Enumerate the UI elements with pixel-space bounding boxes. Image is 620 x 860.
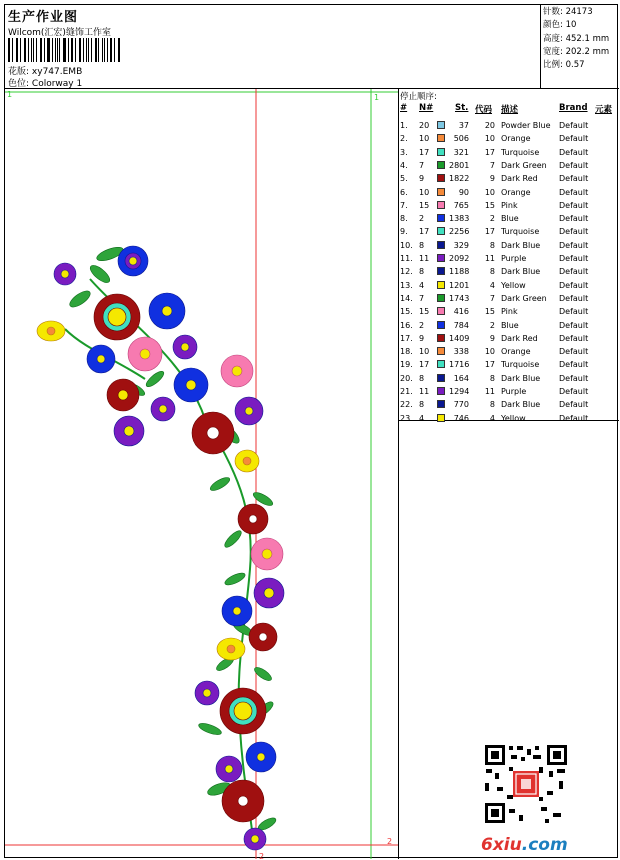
palette-row — [399, 252, 619, 265]
row-stitches: 2801 — [449, 160, 470, 170]
header-stitches: St. — [455, 103, 469, 113]
row-description: Dark Blue — [501, 267, 541, 277]
color-swatch — [437, 387, 445, 395]
row-index: 16. — [400, 320, 413, 330]
palette-row — [399, 319, 619, 332]
row-description: Blue — [501, 320, 519, 330]
row-brand: Default — [559, 333, 589, 343]
row-index: 20. — [400, 373, 413, 383]
row-n: 10 — [419, 134, 430, 144]
row-index: 17. — [400, 333, 413, 343]
color-swatch — [437, 254, 445, 262]
header-number: # — [400, 103, 408, 113]
marker-1-top: 1 — [374, 93, 380, 102]
row-code: 17 — [484, 227, 495, 237]
color-swatch — [437, 174, 445, 182]
row-stitches: 329 — [453, 240, 469, 250]
palette-row — [399, 186, 619, 199]
row-stitches: 1188 — [449, 267, 470, 277]
row-index: 6. — [400, 187, 408, 197]
row-stitches: 746 — [453, 413, 469, 423]
row-brand: Default — [559, 360, 589, 370]
color-swatch — [437, 201, 445, 209]
row-code: 10 — [484, 134, 495, 144]
production-sheet — [4, 4, 618, 858]
row-stitches: 164 — [453, 373, 469, 383]
row-stitches: 1383 — [449, 214, 470, 224]
row-description: Dark Red — [501, 174, 538, 184]
row-n: 17 — [419, 227, 430, 237]
row-brand: Default — [559, 400, 589, 410]
file-label: 花版: — [8, 67, 30, 77]
row-brand: Default — [559, 387, 589, 396]
palette-row — [399, 199, 619, 212]
header-description: 描述 — [501, 105, 519, 115]
color-swatch — [437, 161, 445, 169]
row-brand: Default — [559, 214, 589, 224]
row-index: 2. — [400, 134, 408, 144]
row-code: 2 — [489, 320, 495, 330]
row-n: 8 — [419, 400, 425, 410]
palette-row — [399, 358, 619, 371]
stat-width: 宽度: 202.2 mm — [543, 46, 610, 57]
row-code: 2 — [489, 214, 495, 224]
row-n: 8 — [419, 373, 425, 383]
palette-row — [399, 212, 619, 225]
row-code: 17 — [484, 147, 495, 157]
row-stitches: 2256 — [449, 227, 470, 237]
row-index: 9. — [400, 227, 408, 237]
row-brand: Default — [559, 413, 589, 423]
row-index: 11. — [400, 254, 413, 263]
row-n: 15 — [419, 307, 430, 317]
row-description: Dark Blue — [501, 373, 541, 383]
palette-row — [399, 225, 619, 238]
row-code: 8 — [489, 373, 495, 383]
row-code: 4 — [489, 413, 495, 423]
stat-scale: 比例: 0.57 — [543, 60, 585, 71]
row-brand: Default — [559, 280, 589, 290]
header-element: 元素 — [595, 105, 613, 115]
row-description: Dark Green — [501, 160, 547, 170]
palette-row — [399, 398, 619, 411]
row-brand: Default — [559, 160, 589, 170]
row-index: 4. — [400, 160, 408, 170]
row-stitches: 765 — [453, 200, 469, 210]
row-n: 4 — [419, 280, 425, 290]
row-index: 18. — [400, 347, 413, 357]
row-brand: Default — [559, 200, 589, 210]
row-index: 23. — [400, 413, 413, 423]
row-n: 9 — [419, 174, 425, 184]
color-swatch — [437, 360, 445, 368]
row-stitches: 784 — [453, 320, 469, 330]
color-swatch — [437, 400, 445, 408]
row-stitches: 1294 — [449, 387, 470, 396]
palette-row — [399, 132, 619, 145]
color-swatch — [437, 294, 445, 302]
row-code: 10 — [484, 187, 495, 197]
color-swatch — [437, 334, 445, 342]
header-code: 代码 — [475, 105, 493, 115]
colorway-value: Colorway 1 — [31, 79, 83, 89]
row-description: Powder Blue — [501, 121, 551, 130]
row-index: 8. — [400, 214, 408, 224]
color-swatch — [437, 267, 445, 275]
row-description: Turquoise — [501, 147, 540, 157]
marker-2-right: 2 — [387, 837, 393, 846]
stat-colors: 颜色: 10 — [543, 20, 577, 31]
row-index: 12. — [400, 267, 413, 277]
palette-row — [399, 279, 619, 292]
color-swatch — [437, 134, 445, 142]
color-swatch — [437, 281, 445, 289]
color-swatch — [437, 347, 445, 355]
row-n: 4 — [419, 413, 425, 423]
palette-row — [399, 146, 619, 159]
row-n: 9 — [419, 333, 425, 343]
palette-row — [399, 305, 619, 318]
palette-row — [399, 292, 619, 305]
palette-row — [399, 385, 619, 398]
color-swatch — [437, 414, 445, 422]
company-name: Wilcom(汇宏)缝饰工作室 — [8, 28, 111, 38]
row-brand: Default — [559, 307, 589, 317]
colorway-label: 色位: — [8, 79, 30, 89]
palette-row — [399, 332, 619, 345]
embroidery-design-icon — [5, 89, 399, 859]
row-code: 20 — [484, 121, 495, 130]
row-code: 7 — [489, 160, 495, 170]
row-description: Turquoise — [501, 227, 540, 237]
row-n: 2 — [419, 320, 425, 330]
row-n: 17 — [419, 360, 430, 370]
row-index: 22. — [400, 400, 413, 410]
row-stitches: 1822 — [449, 174, 470, 184]
row-brand: Default — [559, 373, 589, 383]
colorway-line — [8, 76, 82, 89]
palette-row — [399, 172, 619, 185]
embroidery-design-area — [5, 89, 399, 859]
row-stitches: 770 — [453, 400, 469, 410]
header-brand: Brand — [559, 103, 588, 113]
stats-panel — [541, 5, 619, 89]
row-code: 8 — [489, 240, 495, 250]
row-brand: Default — [559, 254, 589, 263]
row-index: 13. — [400, 280, 413, 290]
row-brand: Default — [559, 320, 589, 330]
palette-row — [399, 372, 619, 385]
row-brand: Default — [559, 347, 589, 357]
row-stitches: 37 — [458, 121, 469, 130]
watermark-logo — [481, 835, 568, 855]
row-index: 21. — [400, 387, 413, 396]
row-n: 8 — [419, 240, 425, 250]
row-brand: Default — [559, 293, 589, 303]
color-swatch — [437, 188, 445, 196]
row-description: Yellow — [501, 280, 526, 290]
color-swatch — [437, 321, 445, 329]
row-n: 7 — [419, 160, 425, 170]
marker-2-bottom: 2 — [259, 852, 265, 859]
row-code: 11 — [484, 387, 495, 396]
row-n: 15 — [419, 200, 430, 210]
row-description: Dark Green — [501, 293, 547, 303]
row-description: Dark Red — [501, 333, 538, 343]
row-n: 17 — [419, 147, 430, 157]
color-swatch — [437, 374, 445, 382]
row-description: Purple — [501, 254, 527, 263]
row-code: 15 — [484, 307, 495, 317]
row-description: Orange — [501, 187, 531, 197]
header-panel — [5, 5, 541, 89]
qr-code-icon — [483, 743, 569, 825]
color-swatch — [437, 148, 445, 156]
row-index: 19. — [400, 360, 413, 370]
color-swatch — [437, 227, 445, 235]
row-stitches: 416 — [453, 307, 469, 317]
row-code: 17 — [484, 360, 495, 370]
palette-row — [399, 159, 619, 172]
palette-row — [399, 119, 619, 132]
row-brand: Default — [559, 174, 589, 184]
row-brand: Default — [559, 187, 589, 197]
row-code: 4 — [489, 280, 495, 290]
row-description: Blue — [501, 214, 519, 224]
row-brand: Default — [559, 134, 589, 144]
row-brand: Default — [559, 227, 589, 237]
color-swatch — [437, 121, 445, 129]
row-n: 8 — [419, 267, 425, 277]
marker-1-left: 1 — [7, 90, 13, 99]
row-code: 11 — [484, 254, 495, 263]
stat-stitches: 针数: 24173 — [543, 7, 593, 17]
row-code: 8 — [489, 267, 495, 277]
header-n: N# — [419, 103, 434, 113]
palette-row — [399, 239, 619, 252]
row-code: 8 — [489, 400, 495, 410]
row-n: 11 — [419, 387, 430, 396]
row-description: Purple — [501, 387, 527, 396]
stat-height: 高度: 452.1 mm — [543, 33, 610, 44]
row-stitches: 1716 — [449, 360, 470, 370]
row-n: 7 — [419, 293, 425, 303]
row-description: Dark Blue — [501, 400, 541, 410]
row-index: 10. — [400, 240, 413, 250]
row-index: 14. — [400, 293, 413, 303]
row-code: 9 — [489, 333, 495, 343]
row-description: Dark Blue — [501, 240, 541, 250]
watermark-domain: .com — [521, 835, 568, 855]
row-stitches: 338 — [453, 347, 469, 357]
row-n: 10 — [419, 347, 430, 357]
row-description: Orange — [501, 134, 531, 144]
file-value: xy747.EMB — [31, 67, 83, 77]
row-n: 2 — [419, 214, 425, 224]
palette-row — [399, 412, 619, 425]
row-stitches: 1201 — [449, 280, 470, 290]
color-swatch — [437, 214, 445, 222]
color-swatch — [437, 307, 445, 315]
row-stitches: 90 — [458, 187, 469, 197]
row-code: 7 — [489, 293, 495, 303]
page-title: 生产作业图 — [8, 10, 79, 25]
color-swatch — [437, 241, 445, 249]
palette-row — [399, 345, 619, 358]
row-brand: Default — [559, 267, 589, 277]
watermark-main: 6xiu — [481, 835, 522, 855]
row-code: 15 — [484, 200, 495, 210]
row-description: Pink — [501, 200, 518, 210]
row-stitches: 506 — [453, 134, 469, 144]
row-n: 10 — [419, 187, 430, 197]
row-brand: Default — [559, 121, 589, 130]
row-description: Orange — [501, 347, 531, 357]
row-description: Yellow — [501, 413, 526, 423]
row-index: 7. — [400, 200, 408, 210]
row-index: 5. — [400, 174, 408, 184]
row-index: 15. — [400, 307, 413, 317]
row-code: 10 — [484, 347, 495, 357]
row-brand: Default — [559, 147, 589, 157]
row-n: 20 — [419, 121, 430, 130]
row-description: Pink — [501, 307, 518, 317]
row-stitches: 1743 — [449, 293, 470, 303]
row-index: 1. — [400, 121, 408, 130]
palette-title: 停止顺序: — [400, 92, 437, 102]
barcode-icon — [8, 38, 122, 62]
row-n: 11 — [419, 254, 430, 263]
row-description: Turquoise — [501, 360, 540, 370]
row-index: 3. — [400, 147, 408, 157]
row-stitches: 321 — [453, 147, 469, 157]
thread-palette-table — [399, 89, 619, 421]
row-brand: Default — [559, 240, 589, 250]
palette-row — [399, 265, 619, 278]
row-stitches: 1409 — [449, 333, 470, 343]
row-stitches: 2092 — [449, 254, 470, 263]
row-code: 9 — [489, 174, 495, 184]
